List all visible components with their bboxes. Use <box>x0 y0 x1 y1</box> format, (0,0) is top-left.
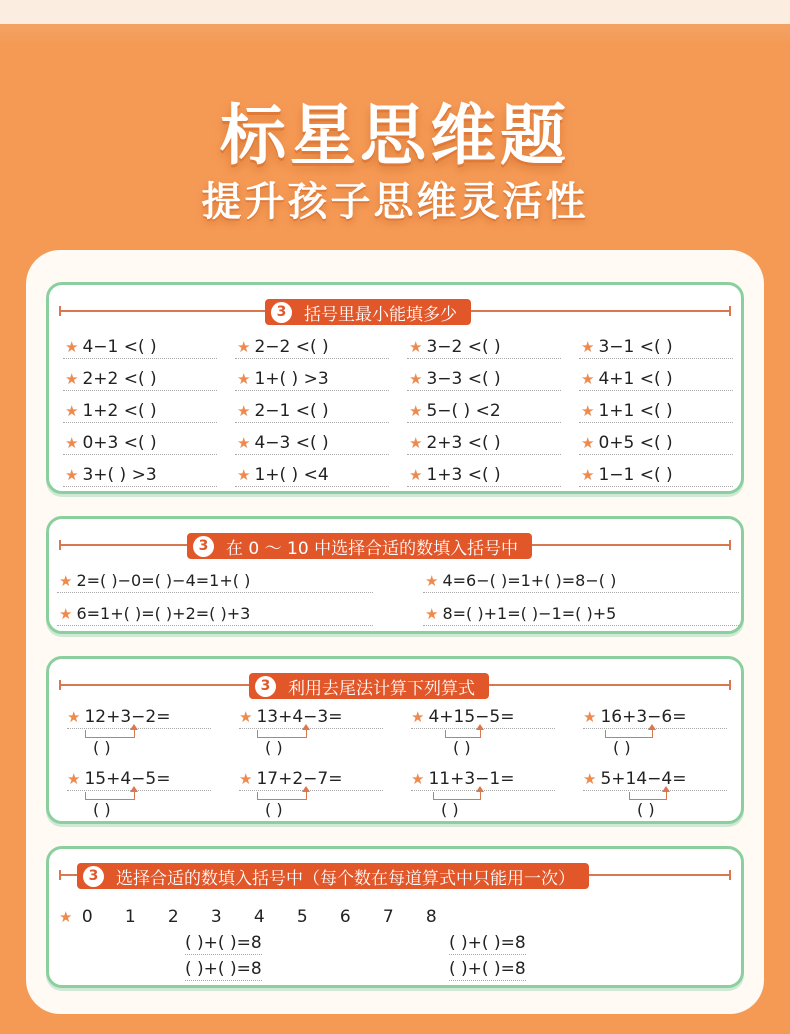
arrowhead-icon <box>476 724 484 730</box>
arrowhead-icon <box>130 786 138 792</box>
rule-cap <box>729 680 731 690</box>
section-min-fill <box>46 282 744 494</box>
exercise-item <box>579 367 733 391</box>
section-header <box>59 863 731 887</box>
answer-blank: ( ) <box>453 738 471 757</box>
star-icon: ★ <box>581 466 595 484</box>
exercise-text: 13+4−3= <box>256 707 343 727</box>
exercise-text: 1+2 <( ) <box>82 401 157 421</box>
section-title-pill <box>77 863 589 889</box>
exercise-item <box>235 431 389 455</box>
section-heading: 选择合适的数填入括号中（每个数在每道算式中只能用一次） <box>116 868 575 889</box>
exercise-expr <box>239 705 383 729</box>
exercise-text: 8=( )+1=( )−1=( )+5 <box>442 604 617 623</box>
exercise-item <box>235 399 389 423</box>
exercise-item <box>407 463 561 487</box>
exercise-text: 4−3 <( ) <box>254 433 329 453</box>
number-choices <box>59 907 469 927</box>
exercise-text: 1+( ) <4 <box>254 465 329 485</box>
exercise-expr <box>67 767 211 791</box>
section-number-badge: 3 <box>255 676 276 697</box>
exercise-text: 3−3 <( ) <box>426 369 501 389</box>
section-title-pill <box>265 299 471 325</box>
star-icon: ★ <box>581 370 595 388</box>
section-number-badge: 3 <box>193 536 214 557</box>
star-icon: ★ <box>59 605 73 623</box>
section-header <box>59 533 731 557</box>
exercise-item <box>579 463 733 487</box>
exercise-text: 15+4−5= <box>84 769 171 789</box>
arrowhead-icon <box>302 724 310 730</box>
exercise-text: 0+5 <( ) <box>598 433 673 453</box>
equation: ( )+( )=8 <box>185 959 262 979</box>
exercise-text: 2−2 <( ) <box>254 337 329 357</box>
exercise-text: 4=6−( )=1+( )=8−( ) <box>442 571 617 590</box>
section-heading: 括号里最小能填多少 <box>304 304 457 325</box>
star-icon: ★ <box>67 770 81 788</box>
number-choice: 1 <box>124 907 136 927</box>
star-icon: ★ <box>409 370 423 388</box>
exercise-item <box>239 705 383 761</box>
equation: ( )+( )=8 <box>449 959 526 979</box>
exercise-item <box>407 335 561 359</box>
section-title-pill <box>187 533 532 559</box>
exercise-item <box>57 602 373 626</box>
exercise-item <box>423 602 739 626</box>
rule-cap <box>59 680 61 690</box>
number-choice: 4 <box>253 907 265 927</box>
star-icon: ★ <box>409 466 423 484</box>
star-icon: ★ <box>65 370 79 388</box>
rule-cap <box>729 870 731 880</box>
section-heading: 在 0 ～ 10 中选择合适的数填入括号中 <box>226 538 519 559</box>
number-choice: 2 <box>167 907 179 927</box>
number-choice: 7 <box>382 907 394 927</box>
exercise-expr <box>239 767 383 791</box>
exercise-item <box>63 463 217 487</box>
star-icon: ★ <box>237 402 251 420</box>
tail-arrow-icon <box>629 792 667 800</box>
star-icon: ★ <box>67 708 81 726</box>
star-icon: ★ <box>409 338 423 356</box>
number-choice: 0 <box>81 907 93 927</box>
exercise-item <box>411 767 555 823</box>
section-title-pill <box>249 673 489 699</box>
star-icon: ★ <box>237 338 251 356</box>
star-icon: ★ <box>237 466 251 484</box>
star-icon: ★ <box>581 434 595 452</box>
exercise-item <box>423 569 739 593</box>
star-icon: ★ <box>65 338 79 356</box>
star-icon: ★ <box>583 708 597 726</box>
section-tail-method <box>46 656 744 824</box>
top-band <box>0 0 790 24</box>
exercise-item <box>235 367 389 391</box>
exercise-item <box>235 335 389 359</box>
answer-blank: ( ) <box>265 800 283 819</box>
star-icon: ★ <box>65 466 79 484</box>
exercise-item <box>63 399 217 423</box>
tail-arrow-icon <box>445 730 481 738</box>
exercise-grid <box>67 705 727 823</box>
exercise-text: 4+15−5= <box>428 707 515 727</box>
star-icon: ★ <box>59 908 73 926</box>
rule-cap <box>59 306 61 316</box>
section-number-badge: 3 <box>271 302 292 323</box>
exercise-item <box>235 463 389 487</box>
answer-blank: ( ) <box>93 800 111 819</box>
number-choice: 3 <box>210 907 222 927</box>
number-choice: 6 <box>339 907 351 927</box>
number-choice: 5 <box>296 907 308 927</box>
rule-cap <box>59 870 61 880</box>
star-icon: ★ <box>237 434 251 452</box>
exercise-text: 6=1+( )=( )+2=( )+3 <box>76 604 251 623</box>
section-heading: 利用去尾法计算下列算式 <box>288 678 475 699</box>
section-choose-numbers <box>46 846 744 988</box>
star-icon: ★ <box>425 605 439 623</box>
arrowhead-icon <box>648 724 656 730</box>
star-icon: ★ <box>411 708 425 726</box>
rule-cap <box>59 540 61 550</box>
exercise-item <box>579 399 733 423</box>
star-icon: ★ <box>59 572 73 590</box>
arrowhead-icon <box>476 786 484 792</box>
exercise-item <box>583 705 727 761</box>
worksheet-board <box>26 250 764 1014</box>
section-number-badge: 3 <box>83 866 104 887</box>
exercise-item <box>407 367 561 391</box>
arrowhead-icon <box>130 724 138 730</box>
exercise-text: 12+3−2= <box>84 707 171 727</box>
exercise-text: 3−2 <( ) <box>426 337 501 357</box>
exercise-item <box>63 335 217 359</box>
tail-arrow-icon <box>257 730 307 738</box>
section-header <box>59 673 731 697</box>
tail-arrow-icon <box>433 792 481 800</box>
star-icon: ★ <box>409 434 423 452</box>
exercise-item <box>583 767 727 823</box>
answer-blank: ( ) <box>265 738 283 757</box>
exercise-item <box>407 399 561 423</box>
exercise-item <box>67 705 211 761</box>
rule-cap <box>729 540 731 550</box>
answer-blank: ( ) <box>637 800 655 819</box>
exercise-text: 0+3 <( ) <box>82 433 157 453</box>
top-strip <box>0 24 790 44</box>
tail-arrow-icon <box>605 730 653 738</box>
arrowhead-icon <box>662 786 670 792</box>
exercise-text: 4−1 <( ) <box>82 337 157 357</box>
star-icon: ★ <box>409 402 423 420</box>
exercise-item <box>239 767 383 823</box>
star-icon: ★ <box>237 370 251 388</box>
answer-blank: ( ) <box>93 738 111 757</box>
exercise-item <box>411 705 555 761</box>
exercise-expr <box>67 705 211 729</box>
exercise-item <box>579 431 733 455</box>
exercise-text: 1+3 <( ) <box>426 465 501 485</box>
exercise-text: 16+3−6= <box>600 707 687 727</box>
exercise-text: 1+( ) >3 <box>254 369 329 389</box>
star-icon: ★ <box>581 338 595 356</box>
equation: ( )+( )=8 <box>185 933 262 953</box>
exercise-text: 17+2−7= <box>256 769 343 789</box>
star-icon: ★ <box>239 770 253 788</box>
exercise-text: 11+3−1= <box>428 769 515 789</box>
exercise-item <box>67 767 211 823</box>
star-icon: ★ <box>411 770 425 788</box>
exercise-text: 3+( ) >3 <box>82 465 157 485</box>
exercise-text: 1−1 <( ) <box>598 465 673 485</box>
exercise-text: 1+1 <( ) <box>598 401 673 421</box>
exercise-text: 3−1 <( ) <box>598 337 673 357</box>
exercise-text: 4+1 <( ) <box>598 369 673 389</box>
star-icon: ★ <box>425 572 439 590</box>
exercise-text: 5+14−4= <box>600 769 687 789</box>
exercise-text: 5−( ) <2 <box>426 401 501 421</box>
exercise-grid <box>57 569 739 626</box>
exercise-text: 2+2 <( ) <box>82 369 157 389</box>
star-icon: ★ <box>65 402 79 420</box>
star-icon: ★ <box>583 770 597 788</box>
exercise-text: 2+3 <( ) <box>426 433 501 453</box>
number-choice: 8 <box>425 907 437 927</box>
answer-blank: ( ) <box>441 800 459 819</box>
answer-blank: ( ) <box>613 738 631 757</box>
tail-arrow-icon <box>257 792 307 800</box>
exercise-item <box>579 335 733 359</box>
exercise-item <box>407 431 561 455</box>
exercise-item <box>57 569 373 593</box>
section-header <box>59 299 731 323</box>
arrowhead-icon <box>302 786 310 792</box>
section-fill-0-10 <box>46 516 744 634</box>
exercise-item <box>63 431 217 455</box>
tail-arrow-icon <box>85 730 135 738</box>
rule-cap <box>729 306 731 316</box>
star-icon: ★ <box>581 402 595 420</box>
tail-arrow-icon <box>85 792 135 800</box>
exercise-item <box>63 367 217 391</box>
exercise-expr <box>583 767 727 791</box>
page-title: 标星思维题 <box>220 97 570 174</box>
page-subtitle: 提升孩子思维灵活性 <box>201 179 589 225</box>
star-icon: ★ <box>65 434 79 452</box>
star-icon: ★ <box>239 708 253 726</box>
exercise-text: 2−1 <( ) <box>254 401 329 421</box>
equation: ( )+( )=8 <box>449 933 526 953</box>
exercise-grid <box>63 335 733 487</box>
exercise-text: 2=( )−0=( )−4=1+( ) <box>76 571 251 590</box>
